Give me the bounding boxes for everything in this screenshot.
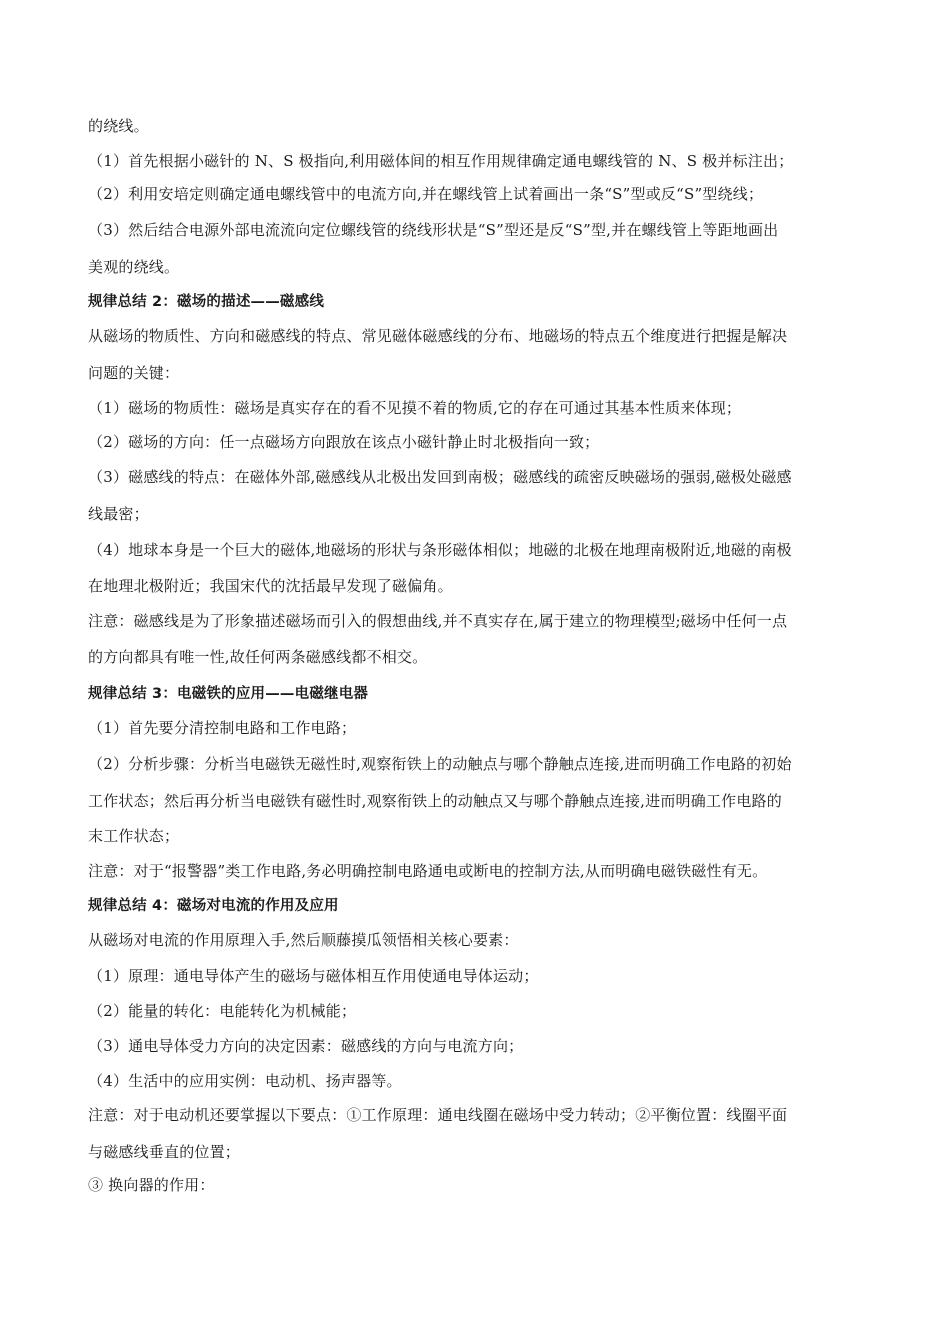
- text-line: 注意：磁感线是为了形象描述磁场而引入的假想曲线,并不真实存在,属于建立的物理模型;磁场中任何一点: [88, 612, 788, 630]
- text-line: （2）磁场的方向：任一点磁场方向跟放在该点小磁针静止时北极指向一致；: [88, 433, 600, 451]
- section-heading: 规律总结 2：磁场的描述——磁感线: [88, 294, 325, 310]
- section-heading: 规律总结 3：电磁铁的应用——电磁继电器: [88, 686, 369, 702]
- text-line: （4）地球本身是一个巨大的磁体,地磁场的形状与条形磁体相似；地磁的北极在地理南极附近,地磁的南极: [88, 541, 792, 559]
- text-line: （3）通电导体受力方向的决定因素：磁感线的方向与电流方向；: [88, 1037, 524, 1055]
- text-line: ③ 换向器的作用：: [88, 1176, 215, 1194]
- text-line: （1）首先要分清控制电路和工作电路；: [88, 719, 357, 737]
- text-line: 的方向都具有唯一性,故任何两条磁感线都不相交。: [88, 648, 428, 666]
- text-line: （3）磁感线的特点：在磁体外部,磁感线从北极出发回到南极；磁感线的疏密反映磁场的强弱,磁极处磁感: [88, 468, 792, 486]
- text-line: 美观的绕线。: [88, 258, 180, 276]
- text-line: （1）原理：通电导体产生的磁场与磁体相互作用使通电导体运动；: [88, 967, 539, 985]
- text-line: 线最密；: [88, 505, 149, 523]
- section-heading: 规律总结 4：磁场对电流的作用及应用: [88, 898, 339, 914]
- text-line: 工作状态；然后再分析当电磁铁有磁性时,观察衔铁上的动触点又与哪个静触点连接,进而明确工作电路的: [88, 792, 782, 810]
- text-line: （3）然后结合电源外部电流流向定位螺线管的绕线形状是“S”型还是反“S”型,并在螺线管上等距地画出: [88, 221, 779, 239]
- text-line: （2）能量的转化：电能转化为机械能；: [88, 1002, 357, 1020]
- text-line: 注意：对于电动机还要掌握以下要点：①工作原理：通电线圈在磁场中受力转动；②平衡位置：线圈平面: [88, 1106, 788, 1124]
- text-line: 问题的关键：: [88, 364, 180, 382]
- text-line: 从磁场的物质性、方向和磁感线的特点、常见磁体磁感线的分布、地磁场的特点五个维度进行把握是解决: [88, 327, 788, 345]
- text-line: 末工作状态；: [88, 827, 180, 845]
- text-line: 注意：对于“报警器”类工作电路,务必明确控制电路通电或断电的控制方法,从而明确电磁铁磁性有无。: [88, 862, 768, 880]
- text-line: 在地理北极附近；我国宋代的沈括最早发现了磁偏角。: [88, 577, 453, 595]
- text-line: （2）分析步骤：分析当电磁铁无磁性时,观察衔铁上的动触点与哪个静触点连接,进而明确工作电路的初始: [88, 755, 792, 773]
- text-line: 与磁感线垂直的位置；: [88, 1143, 241, 1161]
- text-line: （4）生活中的应用实例：电动机、扬声器等。: [88, 1072, 402, 1090]
- text-line: （2）利用安培定则确定通电螺线管中的电流方向,并在螺线管上试着画出一条“S”型或反“S”型绕线；: [88, 185, 764, 203]
- text-line: （1）磁场的物质性：磁场是真实存在的看不见摸不着的物质,它的存在可通过其基本性质来体现；: [88, 399, 742, 417]
- text-line: 的绕线。: [88, 117, 149, 135]
- text-line: 从磁场对电流的作用原理入手,然后顺藤摸瓜领悟相关核心要素：: [88, 931, 519, 949]
- text-line: （1）首先根据小磁针的 N、S 极指向,利用磁体间的相互作用规律确定通电螺线管的 N、S 极并标注出；: [88, 152, 794, 170]
